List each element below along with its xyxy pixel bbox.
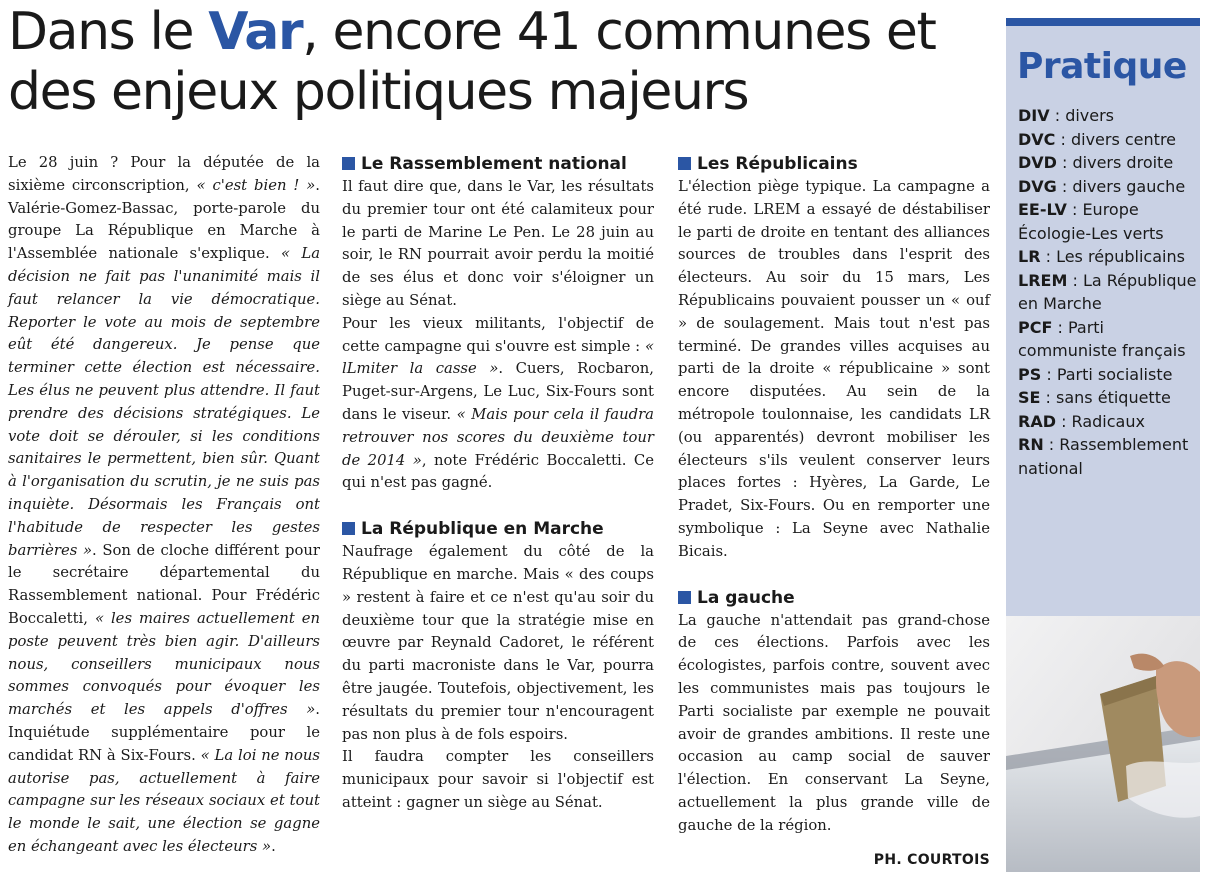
square-bullet-icon (342, 522, 355, 535)
section-heading-lrem (342, 517, 654, 541)
glossary-separator: : (1056, 176, 1073, 196)
glossary-item (1018, 175, 1200, 199)
intro-text-3: . Son de cloche différent pour le secrétaire départemental du Rassemblement national. Pour Frédéric Boccaletti, (8, 541, 320, 627)
lr-paragraph-1: L'élection piège typique. La campagne a été rude. LREM a essayé de déstabiliser le parti de droite en tentant des alliances sources de troubles dans l'esprit des électeurs. Au soir du 15 mars, Les Républicains pouvaient pousser un « ouf » de soulagement. Mais tout n'est pas terminé. De grandes villes acquises au parti de la droite « républicaine » sont encore disputées. Au sein de la métropole toulonnaise, les candidats LR (ou apparentés) devront mobiliser les électeurs s'ils veulent conserver leurs places fortes : Hyères, La Garde, Le Pradet, Six-Fours. Ou en remporter une symbolique : La Seyne avec Nathalie Bicais. (678, 178, 990, 560)
glossary-separator: : (1040, 247, 1057, 266)
headline-accent-var: Var (208, 2, 303, 62)
glossary-item (1018, 316, 1200, 363)
intro-text-5: . (271, 837, 276, 855)
glossary-abbr: LR (1018, 247, 1041, 266)
glossary-abbr: RN (1018, 435, 1044, 454)
glossary-separator: : (1049, 106, 1066, 125)
rn-quote-1: « lLmiter la casse » (342, 337, 654, 378)
glossary-item (1018, 363, 1200, 387)
column-right (678, 152, 990, 838)
glossary-abbr: DVD (1018, 153, 1057, 172)
glossary-abbr: DVG (1018, 176, 1057, 196)
square-bullet-icon (678, 157, 691, 170)
glossary-desc: Rassemblement national (1018, 435, 1189, 478)
glossary-abbr: DIV (1018, 106, 1050, 125)
glossary-desc: sans étiquette (1056, 388, 1171, 407)
section-heading-rn-text: Le Rassemblement national (361, 154, 627, 174)
ballot-box-photo (1006, 616, 1200, 872)
rn-text-a: Pour les vieux militants, l'objectif de cette campagne qui s'ouvre est simple : (342, 314, 654, 355)
intro-quote-2: « La décision ne fait pas l'unanimité mais il faut relancer la vie démocratique. Reporter le vote au mois de septembre eût été dangereux. Je pense que terminer cette élection est nécessaire. Les élus ne peuvent plus attendre. Il faut prendre des décisions stratégiques. Le vote doit se dérouler, si les conditions sanitaires le permettent, bien sûr. Quant à l'organisation du scrutin, je ne suis pas inquiète. Désormais les Français ont l'habitude de respecter les gestes barrières » (8, 245, 321, 559)
glossary-desc: divers (1065, 106, 1115, 125)
lrem-paragraph-1: Naufrage également du côté de la République en marche. Mais « des coups » restent à faire et ce n'est qu'au soir du deuxième tour que la stratégie mise en œuvre par Reynald Cadoret, le référent du parti macroniste dans le Var, pourra être jaugée. Toutefois, objectivement, les résultats du premier tour n'encouragent pas non plus à de fols espoirs. (342, 543, 654, 743)
glossary-item (1018, 104, 1200, 128)
section-heading-gauche (678, 586, 990, 610)
glossary-separator: : (1040, 388, 1057, 407)
glossary-item (1018, 128, 1200, 152)
glossary-separator: : (1055, 411, 1072, 431)
glossary-abbr: DVC (1018, 129, 1056, 149)
glossary-item (1018, 245, 1200, 269)
glossary-desc: divers gauche (1072, 176, 1186, 196)
glossary-desc: Europe Écologie-Les verts (1018, 200, 1164, 243)
glossary-item (1018, 151, 1200, 175)
section-heading-lrem-text: La République en Marche (361, 519, 604, 540)
headline-part-1: Dans le (8, 2, 209, 62)
headline (8, 2, 998, 122)
section-heading-lr-text: Les Républicains (697, 154, 858, 174)
section-heading-lr (678, 152, 990, 176)
intro-text-2: . Valérie-Gomez-Bassac, porte-parole du groupe La République en Marche à l'Assemblée nationale s'explique. (8, 176, 320, 263)
glossary-abbr: PCF (1018, 317, 1053, 337)
glossary-desc: Les républicains (1056, 247, 1185, 266)
glossary-separator: : (1052, 317, 1068, 337)
rn-quote-2: « Mais pour cela il faudra retrouver nos scores du deuxième tour de 2014 » (342, 405, 654, 469)
intro-quote-1: « c'est bien ! » (196, 176, 316, 194)
intro-quote-3: « les maires actuellement en poste peuvent très bien agir. D'ailleurs nous, conseillers municipaux nous sommes convoqués pour évoquer les marchés et les appels d'offres » (8, 609, 321, 719)
glossary-separator: : (1067, 270, 1083, 290)
glossary-item (1018, 410, 1200, 434)
glossary-abbr: SE (1018, 388, 1041, 407)
glossary-separator: : (1055, 129, 1071, 149)
rn-text-c: , note Frédéric Boccaletti. Ce qui n'est pas gagné. (342, 451, 654, 492)
glossary-item (1018, 433, 1200, 480)
glossary-separator: : (1056, 153, 1073, 172)
intro-text-4: . Inquiétude supplémentaire pour le candidat RN à Six-Fours. (8, 701, 320, 764)
glossary-item (1018, 386, 1200, 410)
abbreviation-list (1018, 104, 1200, 480)
rn-paragraph-2 (342, 313, 654, 495)
pratique-sidebar (1006, 18, 1200, 616)
rn-text-b: . Cuers, Rocbaron, Puget-sur-Argens, Le Luc, Six-Fours sont dans le viseur. (342, 360, 655, 423)
intro-paragraph (8, 152, 320, 859)
sidebar-title: Pratique (1017, 46, 1187, 87)
glossary-item (1018, 198, 1200, 245)
glossary-desc: Parti socialiste (1056, 364, 1173, 384)
glossary-desc: Parti communiste français (1018, 317, 1186, 360)
headline-part-2: , encore 41 communes et des enjeux politiques majeurs (8, 2, 936, 122)
square-bullet-icon (342, 157, 355, 170)
glossary-abbr: PS (1018, 364, 1042, 384)
glossary-abbr: RAD (1018, 411, 1056, 431)
lrem-paragraph-2: Il faudra compter les conseillers municipaux pour savoir si l'objectif est atteint : gagner un siège au Sénat. (342, 748, 654, 811)
glossary-desc: divers droite (1072, 153, 1174, 172)
column-middle (342, 152, 654, 815)
author-signature: PH. COURTOIS (873, 852, 990, 868)
glossary-desc: divers centre (1070, 129, 1177, 149)
rn-paragraph-1: Il faut dire que, dans le Var, les résultats du premier tour ont été calamiteux pour le parti de Marine Le Pen. Le 28 juin au soir, le RN pourrait avoir perdu la moitié de ses élus et donc voir s'éloigner un siège au Sénat. (342, 178, 654, 309)
glossary-separator: : (1041, 364, 1057, 384)
glossary-item (1018, 269, 1200, 316)
column-intro (8, 152, 320, 859)
gauche-paragraph-1: La gauche n'attendait pas grand-chose de ces élections. Parfois avec les écologistes, parfois contre, souvent avec les communistes mais pas toujours le Parti socialiste par exemple ne pouvait avoir de grandes ambitions. Il reste une occasion au camp social de sauver l'élection. En conservant La Seyne, actuellement la plus grande ville de gauche de la région. (678, 611, 990, 834)
section-heading-gauche-text: La gauche (697, 587, 795, 608)
section-heading-rn (342, 152, 654, 176)
glossary-abbr: EE-LV (1018, 200, 1067, 219)
ballot-photo-illustration (1006, 616, 1200, 872)
glossary-separator: : (1066, 200, 1083, 219)
glossary-abbr: LREM (1018, 270, 1068, 290)
glossary-separator: : (1043, 435, 1060, 454)
intro-quote-4: « La loi ne nous autorise pas, actuellement à faire campagne sur les réseaux sociaux et tout le monde le sait, une élection se gagne en échangeant avec les électeurs » (8, 746, 320, 855)
glossary-desc: La République en Marche (1018, 270, 1197, 313)
intro-text-1: Le 28 juin ? Pour la députée de la sixième circonscription, (8, 154, 320, 194)
glossary-desc: Radicaux (1071, 411, 1145, 431)
square-bullet-icon (678, 591, 691, 604)
